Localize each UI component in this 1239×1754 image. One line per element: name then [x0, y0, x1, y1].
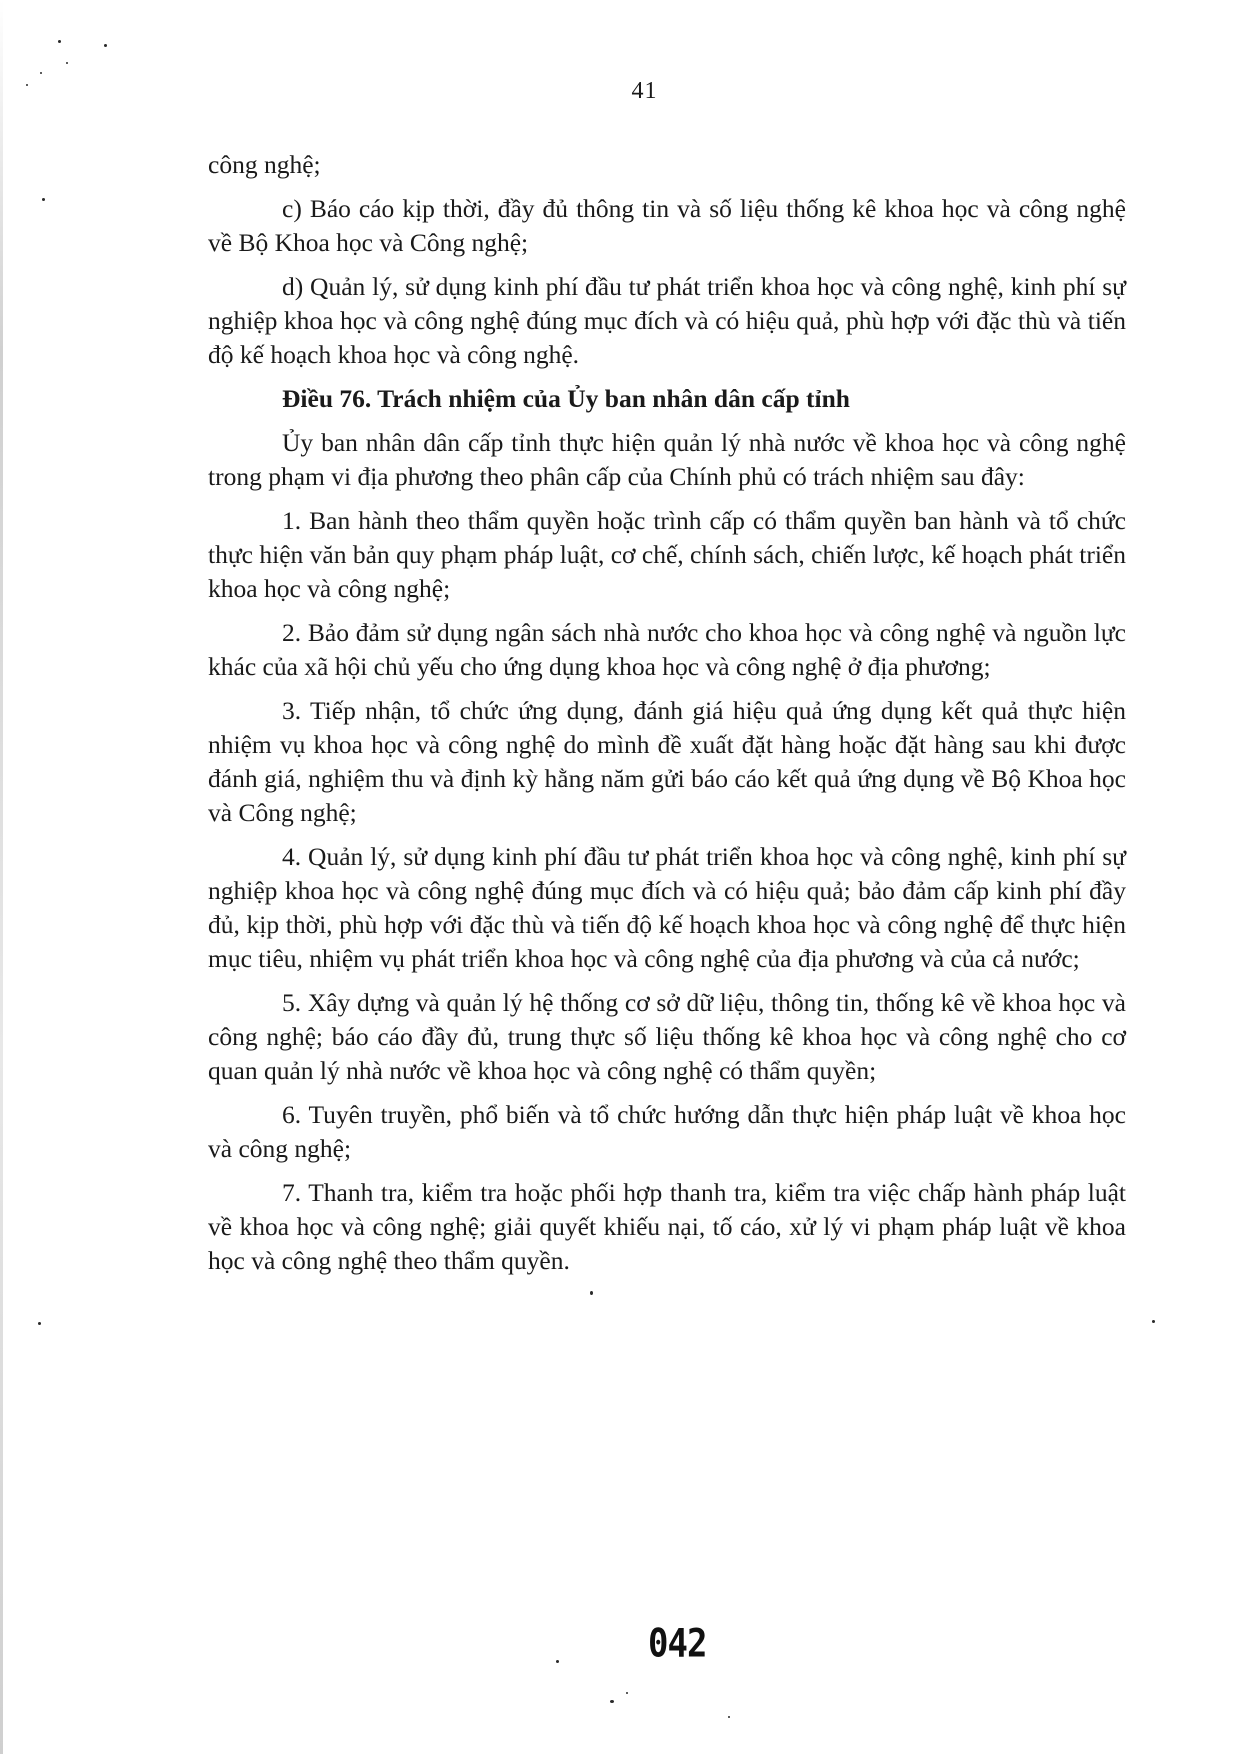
stamped-page-number: 042 — [648, 1621, 707, 1667]
scan-speck — [610, 1700, 614, 1703]
scan-speck — [556, 1660, 559, 1663]
paragraph-item-6: 6. Tuyên truyền, phổ biến và tổ chức hướng dẫn thực hiện pháp luật về khoa học và công nghệ; — [208, 1100, 1126, 1163]
scan-speck — [58, 40, 61, 43]
scan-speck — [1152, 1320, 1155, 1323]
paragraph-item-5: 5. Xây dựng và quản lý hệ thống cơ sở dữ liệu, thông tin, thống kê về khoa học và công nghệ; báo cáo đầy đủ, trung thực số liệu thống kê khoa học và công nghệ cho cơ quan quản lý nhà nước về khoa học và công nghệ có thẩm quyền; — [208, 988, 1126, 1085]
scan-speck — [42, 198, 45, 201]
paragraph-item-7: 7. Thanh tra, kiểm tra hoặc phối hợp thanh tra, kiểm tra việc chấp hành pháp luật về khoa học và công nghệ; giải quyết khiếu nại, tố cáo, xử lý vi phạm pháp luật về khoa học và công nghệ theo thẩm quyền. — [208, 1178, 1126, 1275]
article-intro: Ủy ban nhân dân cấp tỉnh thực hiện quản lý nhà nước về khoa học và công nghệ trong phạm vi địa phương theo phân cấp của Chính phủ có trách nhiệm sau đây: — [208, 428, 1126, 491]
scan-speck — [66, 62, 68, 64]
paragraph-item-4: 4. Quản lý, sử dụng kinh phí đầu tư phát triển khoa học và công nghệ, kinh phí sự nghiệp khoa học và công nghệ đúng mục đích và có hiệu quả; bảo đảm cấp kinh phí đầy đủ, kịp thời, phù hợp với đặc thù và tiến độ kế hoạch khoa học và công nghệ để thực hiện mục tiêu, nhiệm vụ phát triển khoa học và công nghệ của địa phương và của cả nước; — [208, 842, 1126, 973]
paragraph-continuation: công nghệ; — [208, 150, 321, 179]
paragraph-item-c: c) Báo cáo kịp thời, đầy đủ thông tin và số liệu thống kê khoa học và công nghệ về Bộ Khoa học và Công nghệ; — [208, 194, 1126, 257]
article-title: Điều 76. Trách nhiệm của Ủy ban nhân dân cấp tỉnh — [282, 384, 850, 413]
paragraph-item-3: 3. Tiếp nhận, tổ chức ứng dụng, đánh giá hiệu quả ứng dụng kết quả thực hiện nhiệm vụ khoa học và công nghệ do mình đề xuất đặt hàng hoặc đặt hàng sau khi được đánh giá, nghiệm thu và định kỳ hằng năm gửi báo cáo kết quả ứng dụng về Bộ Khoa học và Công nghệ; — [208, 696, 1126, 827]
scan-speck — [38, 1322, 41, 1325]
scan-edge — [0, 0, 3, 1754]
scan-speck — [590, 1291, 593, 1295]
document-body — [208, 148, 1126, 1288]
paragraph-item-1: 1. Ban hành theo thẩm quyền hoặc trình cấp có thẩm quyền ban hành và tổ chức thực hiện văn bản quy phạm pháp luật, cơ chế, chính sách, chiến lược, kế hoạch phát triển khoa học và công nghệ; — [208, 506, 1126, 603]
paragraph-item-d: d) Quản lý, sử dụng kinh phí đầu tư phát triển khoa học và công nghệ, kinh phí sự nghiệp khoa học và công nghệ đúng mục đích và có hiệu quả, phù hợp với đặc thù và tiến độ kế hoạch khoa học và công nghệ. — [208, 272, 1126, 369]
page-number: 41 — [631, 78, 658, 104]
scan-speck — [728, 1716, 730, 1718]
scan-speck — [40, 72, 42, 74]
paragraph-item-2: 2. Bảo đảm sử dụng ngân sách nhà nước cho khoa học và công nghệ và nguồn lực khác của xã hội chủ yếu cho ứng dụng khoa học và công nghệ ở địa phương; — [208, 618, 1126, 681]
scan-speck — [104, 44, 107, 47]
scan-speck — [626, 1692, 628, 1694]
